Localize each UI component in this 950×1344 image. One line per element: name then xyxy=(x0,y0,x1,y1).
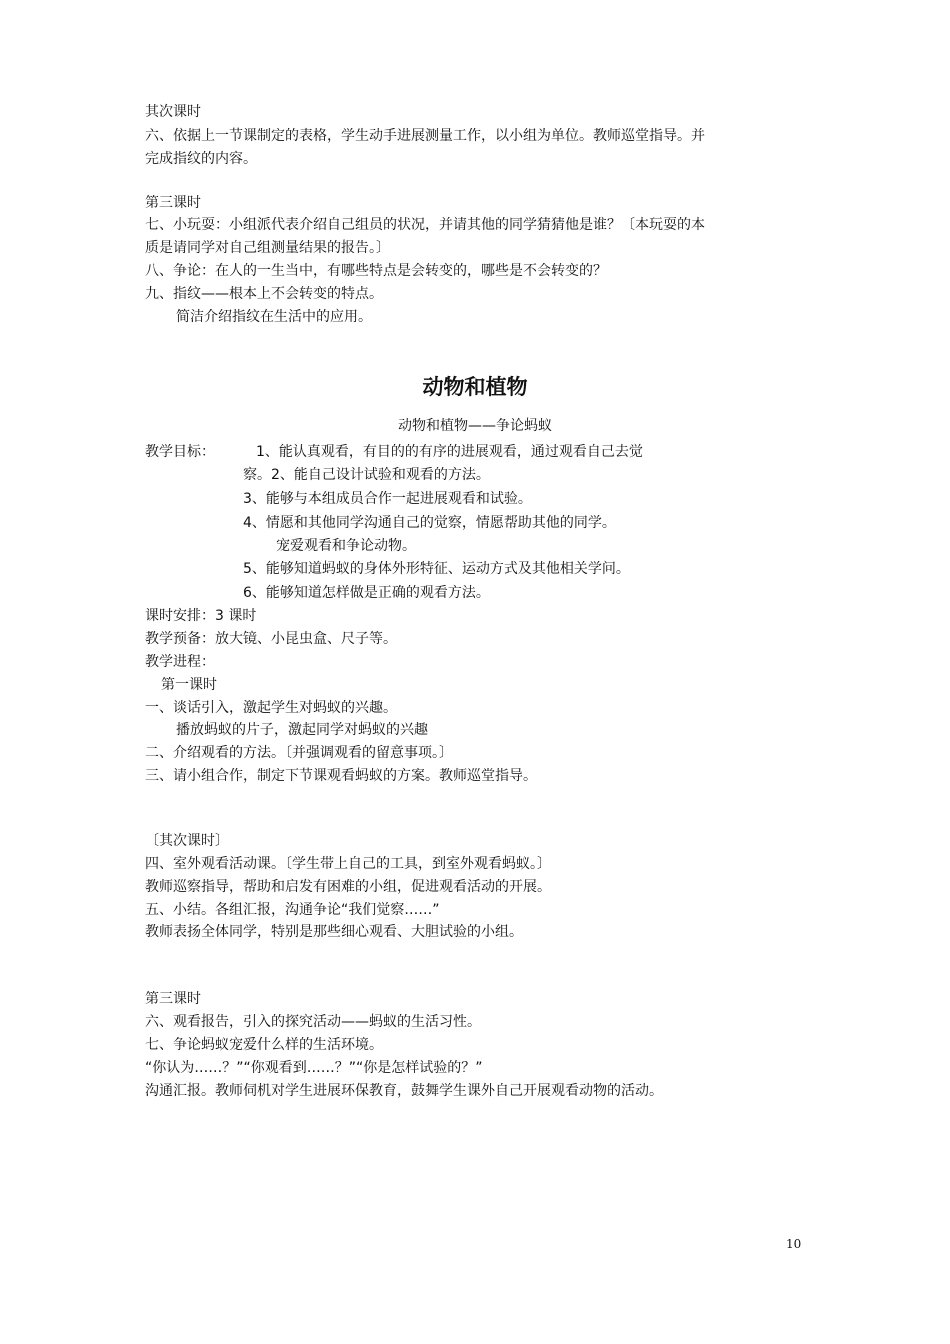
section-heading: 第三课时 xyxy=(145,195,201,211)
text-line: “你认为……？”“你观看到……？”“你是怎样试验的？” xyxy=(145,1060,483,1076)
text-line: 六、依据上一节课制定的表格，学生动手进展测量工作，以小组为单位。教师巡堂指导。并 xyxy=(145,128,705,144)
text-line: 简洁介绍指纹在生活中的应用。 xyxy=(176,309,372,325)
page-number: 10 xyxy=(786,1237,802,1251)
goal-item: 1、能认真观看，有目的的有序的进展观看，通过观看自己去觉 xyxy=(256,444,643,460)
text-line: 八、争论：在人的一生当中，有哪些特点是会转变的，哪些是不会转变的？ xyxy=(145,263,607,279)
text-line: 六、观看报告，引入的探究活动——蚂蚁的生活习性。 xyxy=(145,1014,481,1030)
text-line: 沟通汇报。教师伺机对学生进展环保教育，鼓舞学生课外自己开展观看动物的活动。 xyxy=(145,1083,663,1099)
text-line: 四、室外观看活动课。〔学生带上自己的工具，到室外观看蚂蚁。〕 xyxy=(145,856,551,872)
page-subtitle: 动物和植物——争论蚂蚁 xyxy=(398,418,552,434)
text-line: 完成指纹的内容。 xyxy=(145,151,257,167)
section-heading: 第三课时 xyxy=(145,991,201,1007)
text-line: 一、谈话引入，激起学生对蚂蚁的兴趣。 xyxy=(145,700,397,716)
goal-item: 6、能够知道怎样做是正确的观看方法。 xyxy=(243,585,490,601)
text-line: 三、请小组合作，制定下节课观看蚂蚁的方案。教师巡堂指导。 xyxy=(145,768,537,784)
text-line: 七、争论蚂蚁宠爱什么样的生活环境。 xyxy=(145,1037,383,1053)
text-line: 五、小结。各组汇报，沟通争论“我们觉察……” xyxy=(145,902,440,918)
text-line: 二、介绍观看的方法。〔并强调观看的留意事项。〕 xyxy=(145,745,453,761)
goal-item: 宠爱观看和争论动物。 xyxy=(276,538,416,554)
section-heading: 其次课时 xyxy=(145,104,201,120)
goal-item: 5、能够知道蚂蚁的身体外形特征、运动方式及其他相关学问。 xyxy=(243,561,630,577)
section-heading: 第一课时 xyxy=(161,677,217,693)
text-line: 七、小玩耍：小组派代表介绍自己组员的状况，并请其他的同学猜猜他是谁？〔本玩耍的本 xyxy=(145,217,705,233)
goal-item: 4、情愿和其他同学沟通自己的觉察，情愿帮助其他的同学。 xyxy=(243,515,616,531)
text-line: 教学进程： xyxy=(145,654,215,670)
goal-item: 3、能够与本组成员合作一起进展观看和试验。 xyxy=(243,491,532,507)
text-line: 九、指纹——根本上不会转变的特点。 xyxy=(145,286,383,302)
goal-item: 察。2、能自己设计试验和观看的方法。 xyxy=(243,467,490,483)
section-heading: 〔其次课时〕 xyxy=(145,833,229,849)
text-line: 教师巡察指导，帮助和启发有困难的小组，促进观看活动的开展。 xyxy=(145,879,551,895)
page-title: 动物和植物 xyxy=(422,375,528,399)
text-line: 课时安排：3 课时 xyxy=(145,608,257,624)
text-line: 播放蚂蚁的片子，激起同学对蚂蚁的兴趣 xyxy=(176,722,428,738)
goals-label: 教学目标： xyxy=(145,444,215,460)
text-line: 教师表扬全体同学，特别是那些细心观看、大胆试验的小组。 xyxy=(145,924,523,940)
text-line: 教学预备：放大镜、小昆虫盒、尺子等。 xyxy=(145,631,397,647)
text-line: 质是请同学对自己组测量结果的报告。〕 xyxy=(145,240,390,256)
